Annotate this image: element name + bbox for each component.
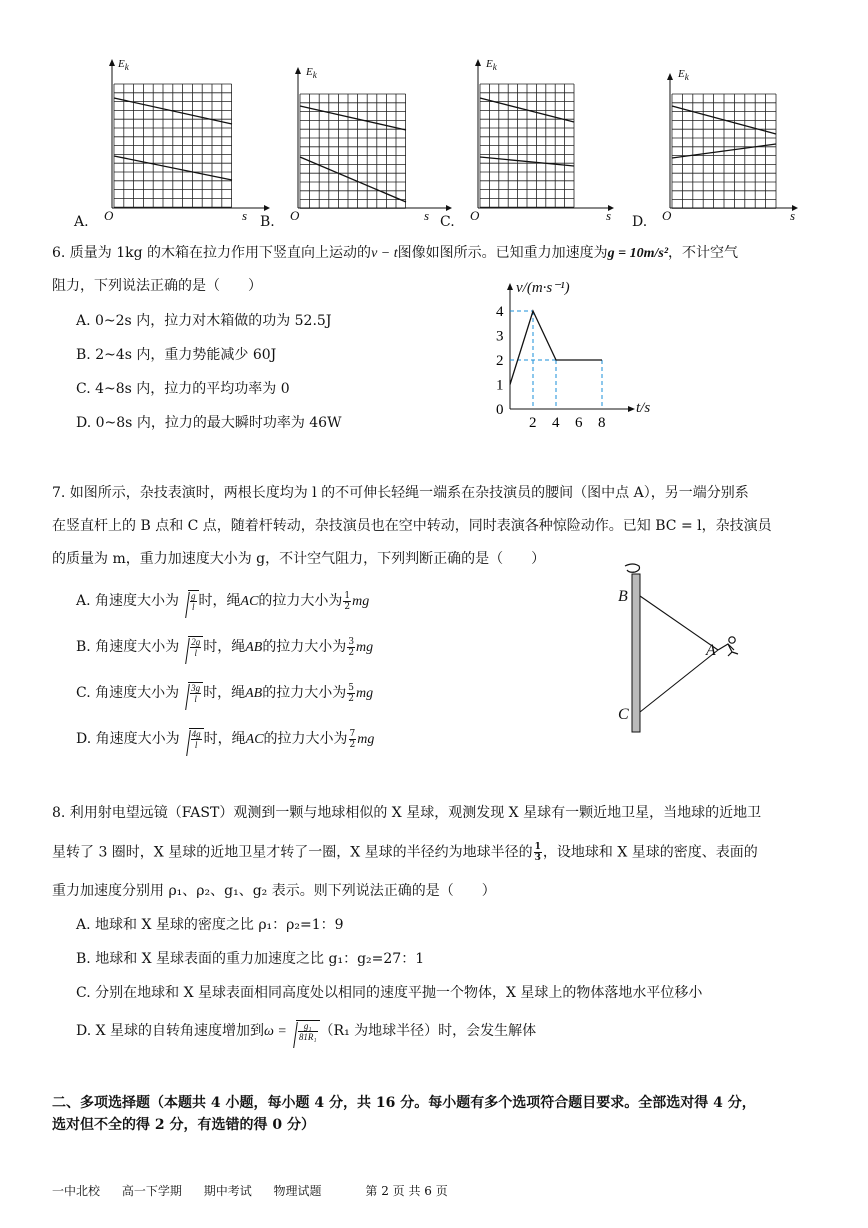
ek-ylabel: $E_k$ [118,58,129,73]
ek-option-label: D. [632,214,648,230]
ek-origin: O [662,208,672,223]
footer-subject: 物理试题 [273,1184,322,1198]
ek-ylabel: $E_k$ [306,66,317,81]
q6-option-d[interactable]: D. 0~8s 内，拉力的最大瞬时功率为 46W [76,415,342,431]
ek-option-label: C. [440,214,455,230]
vt-graph [488,276,668,436]
ek-graph-b-svg [260,56,460,226]
vt-y-tick-label: 1 [496,377,504,394]
q6-stem-line1: 6. 质量为 1kg 的木箱在拉力作用下竖直向上运动的v − t图像如图所示。已知重力加速度为g = 10m/s²，不计空气 [52,245,739,261]
q8-option-a[interactable]: A. 地球和 X 星球的密度之比 ρ₁：ρ₂=1：9 [76,917,344,933]
ek-origin: O [290,208,300,223]
section-2-heading-line1: 二、多项选择题（本题共 4 小题，每小题 4 分，共 16 分。每小题有多个选项符合题目要求。全部选对得 4 分， [52,1095,756,1111]
q8-option-b[interactable]: B. 地球和 X 星球表面的重力加速度之比 g₁：g₂=27：1 [76,951,425,967]
q7-stem-line1: 7. 如图所示，杂技表演时，两根长度均为 l 的不可伸长轻绳一端系在杂技演员的腰间（图中点 A），另一端分别系 [52,485,749,501]
ek-graph-c [440,56,640,230]
vt-x-tick-label: 8 [598,415,606,431]
footer-term: 高一下学期 [121,1184,182,1198]
q6-stem-line2: 阻力，下列说法正确的是（ ） [52,278,262,294]
vt-y-tick-label: 4 [496,304,504,320]
section-2-heading-line2: 选对但不全的得 2 分，有选错的得 0 分） [52,1117,315,1133]
vt-xlabel: t/s [636,400,651,416]
ek-option-label: A. [74,214,89,230]
q8-stem-line2: 星转了 3 圈时，X 星球的近地卫星才转了一圈，X 星球的半径约为地球半径的 $\frac{1}{3}$ ，设地球和 X 星球的密度、表面的 [52,842,758,863]
ek-graph-c-svg [440,56,640,226]
ek-xlabel: s [424,208,430,223]
page-footer [52,1182,448,1199]
vt-y-tick-label: 0 [496,402,504,418]
footer-school: 一中北校 [52,1184,101,1198]
ek-graph-b [260,56,460,230]
q8-option-d[interactable]: D. X 星球的自转角速度增加到ω = $\frac{\text{g₁}}{\text{81R₁}}$ （R₁ 为地球半径）时，会发生解体 [76,1021,537,1042]
vertical-pole [632,574,640,732]
q8-stem-line3: 重力加速度分别用 ρ₁、ρ₂、g₁、g₂ 表示。则下列说法正确的是（ ） [52,883,496,899]
point-b-label: B [618,588,628,605]
vt-y-tick-label: 3 [496,328,504,345]
ek-origin: O [470,208,480,223]
q7-option-a[interactable]: A. 角速度大小为 $\frac{g}{l}$ 时，绳AC的拉力大小为 $\frac{1}{2}$ mg [76,590,370,612]
q6-option-b[interactable]: B. 2~4s 内，重力势能减少 60J [76,347,277,363]
ek-xlabel: s [242,208,248,223]
ek-xlabel: s [790,208,796,223]
ek-option-label: B. [260,214,275,230]
ek-origin: O [104,208,114,223]
q7-option-c[interactable]: C. 角速度大小为 $\frac{3g}{l}$ 时，绳AB的拉力大小为 $\frac{5}{2}$ mg [76,682,374,704]
ek-ylabel: $E_k$ [678,68,689,83]
vt-series-line [510,311,602,385]
vt-x-tick-label: 4 [552,415,560,431]
ek-graph-d [632,56,832,230]
rotation-arrow-icon [625,564,640,572]
vt-x-tick-label: 2 [529,415,537,431]
q7-option-d[interactable]: D. 角速度大小为 $\frac{4g}{l}$ 时，绳AC的拉力大小为 $\frac{7}{2}$ mg [76,728,375,750]
ek-ylabel: $E_k$ [486,58,497,73]
point-c-label: C [618,706,629,723]
footer-exam: 期中考试 [203,1184,252,1198]
q7-stem-line3: 的质量为 m，重力加速度大小为 g，不计空气阻力，下列判断正确的是（ ） [52,551,546,567]
vt-x-tick-label: 6 [575,415,583,431]
q8-option-c[interactable]: C. 分别在地球和 X 星球表面相同高度处以相同的速度平抛一个物体，X 星球上的物体落地水平位移小 [76,985,703,1001]
q7-stem-line2: 在竖直杆上的 B 点和 C 点，随着杆转动，杂技演员也在空中转动，同时表演各种惊险动作。已知 BC = l，杂技演员 [52,518,772,534]
vt-ylabel: v/(m·s⁻¹) [516,280,570,296]
q7-option-b[interactable]: B. 角速度大小为 $\frac{2g}{l}$ 时，绳AB的拉力大小为 $\frac{3}{2}$ mg [76,636,374,658]
ek-graph-a-svg [74,56,274,226]
q6-option-c[interactable]: C. 4~8s 内，拉力的平均功率为 0 [76,381,290,397]
q6-option-a[interactable]: A. 0~2s 内，拉力对木箱做的功为 52.5J [76,313,332,329]
ek-xlabel: s [606,208,612,223]
acrobat-person-icon [718,637,738,656]
q8-stem-line1: 8. 利用射电望远镜（FAST）观测到一颗与地球相似的 X 星球，观测发现 X 星球有一颗近地卫星，当地球的近地卫 [52,805,762,821]
acrobat-figure [600,560,760,740]
ek-graph-a [74,56,274,230]
vt-y-tick-label: 2 [496,353,504,369]
footer-page-number: 第 2 页 共 6 页 [365,1184,448,1198]
ek-graph-d-svg [632,56,832,226]
point-a-label: A [706,642,716,659]
